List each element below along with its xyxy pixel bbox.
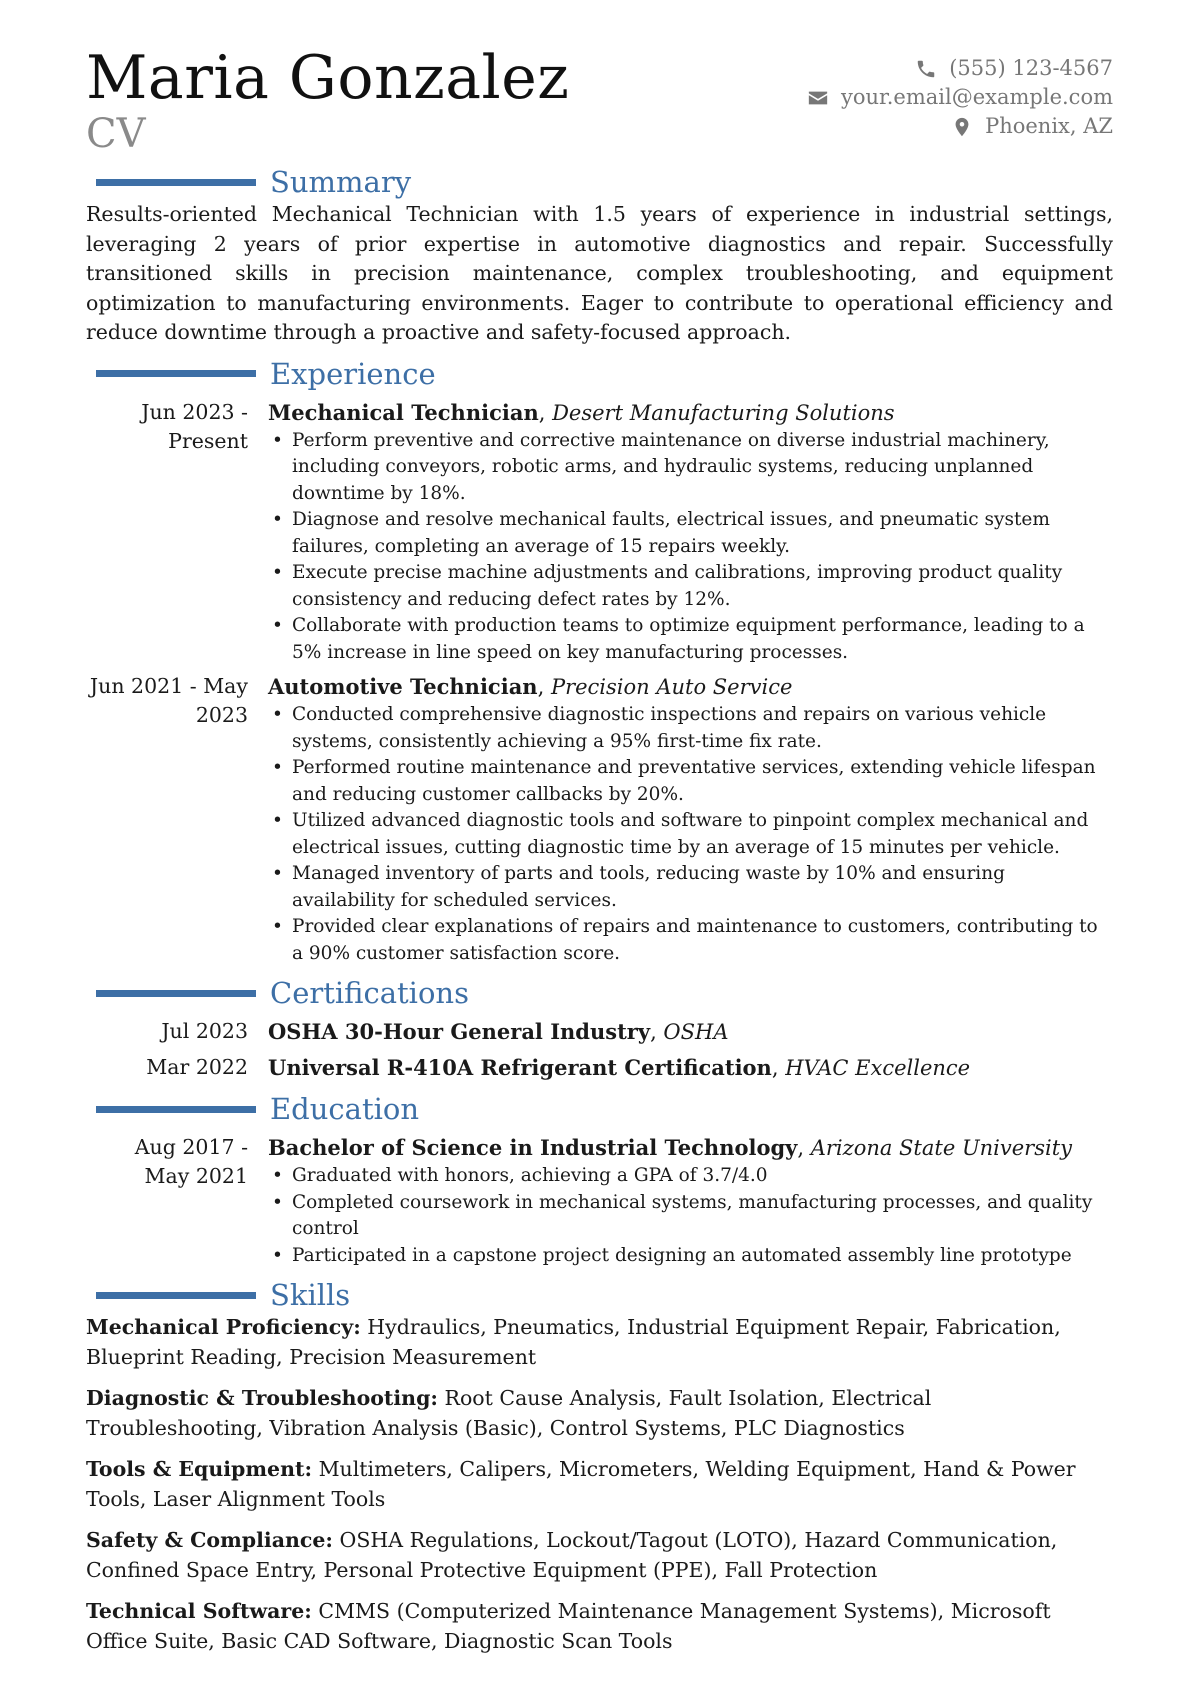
skill-label: Safety & Compliance: xyxy=(86,1528,333,1552)
skill-list: Hydraulics, Pneumatics, Industrial Equipment Repair, Fabrication, Blueprint Reading, Precision Measurement xyxy=(86,1315,1061,1369)
contact-location xyxy=(807,112,1113,141)
certification-title: Universal R-410A Refrigerant Certification xyxy=(268,1055,772,1080)
phone-icon xyxy=(915,58,937,80)
list-item: • Performed routine maintenance and preventative services, extending vehicle lifespan and reducing customer callbacks by 20%. xyxy=(268,755,1113,808)
skill-list: CMMS (Computerized Maintenance Management Systems), Microsoft Office Suite, Basic CAD Software, Diagnostic Scan Tools xyxy=(86,1599,1051,1653)
header xyxy=(86,43,1113,157)
bullet-list xyxy=(268,702,1113,967)
section-bar xyxy=(96,990,256,997)
contact-phone xyxy=(807,54,1113,83)
entry-date: Aug 2017 - May 2021 xyxy=(134,1135,248,1188)
employer: Precision Auto Service xyxy=(550,675,793,699)
skill-list: Root Cause Analysis, Fault Isolation, Electrical Troubleshooting, Vibration Analysis (Basic), Control Systems, PLC Diagnostics xyxy=(86,1386,932,1440)
entry-date: Jun 2021 - May 2023 xyxy=(89,674,248,727)
envelope-icon xyxy=(807,87,829,109)
entry-date: Jul 2023 xyxy=(161,1019,248,1043)
skill-group xyxy=(86,1313,1113,1372)
skill-group xyxy=(86,1384,1113,1443)
certification-entry xyxy=(86,1053,1113,1083)
entry-body xyxy=(268,398,1113,667)
list-item: • Completed coursework in mechanical systems, manufacturing processes, and quality control xyxy=(268,1190,1113,1243)
certification-entry xyxy=(86,1017,1113,1047)
certification-title: OSHA 30-Hour General Industry xyxy=(268,1019,651,1044)
skill-label: Mechanical Proficiency: xyxy=(86,1315,361,1339)
skill-label: Diagnostic & Troubleshooting: xyxy=(86,1386,438,1410)
list-item: • Managed inventory of parts and tools, reducing waste by 10% and ensuring availability for scheduled services. xyxy=(268,861,1113,914)
entry-date: Mar 2022 xyxy=(146,1055,248,1079)
job-title: Mechanical Technician xyxy=(268,399,539,425)
list-item: • Diagnose and resolve mechanical faults, electrical issues, and pneumatic system failures, completing an average of 15 repairs weekly. xyxy=(268,507,1113,560)
entry-body xyxy=(268,672,1113,967)
employer: Desert Manufacturing Solutions xyxy=(552,400,895,425)
issuer: OSHA xyxy=(663,1020,729,1044)
entry-body xyxy=(268,1133,1113,1269)
location-text: Phoenix, AZ xyxy=(985,114,1113,138)
education-entry xyxy=(86,1133,1113,1269)
skill-label: Technical Software: xyxy=(86,1599,312,1623)
skill-group xyxy=(86,1597,1113,1656)
section-title-experience: Experience xyxy=(270,356,436,391)
list-item: • Conducted comprehensive diagnostic inspections and repairs on various vehicle systems, consistently achieving a 95% first-time fix rate. xyxy=(268,702,1113,755)
entry-heading: Bachelor of Science in Industrial Technology, Arizona State University xyxy=(268,1135,1073,1160)
degree-title: Bachelor of Science in Industrial Technology xyxy=(268,1135,798,1160)
section-bar xyxy=(96,1292,256,1299)
institution: Arizona State University xyxy=(810,1136,1073,1160)
list-item: • Perform preventive and corrective maintenance on diverse industrial machinery, including conveyors, robotic arms, and hydraulic systems, reducing unplanned downtime by 18%. xyxy=(268,428,1113,508)
map-marker-icon xyxy=(951,116,973,138)
section-title-education: Education xyxy=(270,1092,420,1126)
list-item: • Graduated with honors, achieving a GPA of 3.7/4.0 xyxy=(268,1163,1113,1190)
contact-email xyxy=(807,83,1113,112)
email-link[interactable]: your.email@example.com xyxy=(840,85,1113,109)
document-subtitle: CV xyxy=(86,111,146,157)
skill-group xyxy=(86,1455,1113,1514)
section-header-skills xyxy=(86,1277,1113,1313)
section-bar xyxy=(96,370,256,377)
summary-paragraph: Results-oriented Mechanical Technician with 1.5 years of experience in industrial settings, leveraging 2 years of prior expertise in automotive diagnostics and repair. Successfully transitioned skills in precision maintenance, complex troubleshooting, and equipment optimization to manufacturing environments. Eager to contribute to operational efficiency and reduce downtime through a proactive and safety-focused approach. xyxy=(86,202,1113,344)
job-title: Automotive Technician xyxy=(268,674,538,699)
issuer: HVAC Excellence xyxy=(785,1056,971,1080)
skill-group xyxy=(86,1526,1113,1585)
entry-heading: Mechanical Technician, Desert Manufacturing Solutions xyxy=(268,399,895,425)
contact-block xyxy=(807,54,1113,141)
skill-list: OSHA Regulations, Lockout/Tagout (LOTO), Hazard Communication, Confined Space Entry, Personal Protective Equipment (PPE), Fall Protection xyxy=(86,1528,1058,1582)
candidate-name: Maria Gonzalez xyxy=(86,43,570,113)
skill-label: Tools & Equipment: xyxy=(86,1457,313,1481)
section-header-certifications xyxy=(86,975,1113,1011)
section-title-skills: Skills xyxy=(270,1278,351,1312)
entry-body xyxy=(268,1053,1113,1083)
entry-heading: OSHA 30-Hour General Industry, OSHA xyxy=(268,1019,729,1044)
list-item: • Execute precise machine adjustments and calibrations, improving product quality consistency and reducing defect rates by 12%. xyxy=(268,560,1113,613)
entry-heading: Automotive Technician, Precision Auto Service xyxy=(268,674,793,699)
bullet-list xyxy=(268,1163,1113,1269)
section-header-education xyxy=(86,1091,1113,1127)
section-header-summary xyxy=(86,164,1113,200)
list-item: • Utilized advanced diagnostic tools and software to pinpoint complex mechanical and electrical issues, cutting diagnostic time by an average of 15 minutes per vehicle. xyxy=(268,808,1113,861)
experience-entry xyxy=(86,398,1113,667)
list-item: • Participated in a capstone project designing an automated assembly line prototype xyxy=(268,1243,1113,1270)
entry-body xyxy=(268,1017,1113,1047)
skill-list: Multimeters, Calipers, Micrometers, Welding Equipment, Hand & Power Tools, Laser Alignment Tools xyxy=(86,1457,1076,1511)
list-item: • Provided clear explanations of repairs and maintenance to customers, contributing to a 90% customer satisfaction score. xyxy=(268,914,1113,967)
list-item: • Collaborate with production teams to optimize equipment performance, leading to a 5% increase in line speed on key manufacturing processes. xyxy=(268,613,1113,666)
section-title-summary: Summary xyxy=(270,165,412,199)
section-header-experience xyxy=(86,356,1113,392)
experience-entry xyxy=(86,672,1113,967)
section-bar xyxy=(96,1106,256,1113)
section-bar xyxy=(96,179,256,186)
entry-heading: Universal R-410A Refrigerant Certification, HVAC Excellence xyxy=(268,1055,971,1080)
phone-text: (555) 123-4567 xyxy=(949,56,1113,80)
section-title-certifications: Certifications xyxy=(270,976,469,1010)
entry-date: Jun 2023 - Present xyxy=(141,399,248,453)
bullet-list xyxy=(268,428,1113,667)
